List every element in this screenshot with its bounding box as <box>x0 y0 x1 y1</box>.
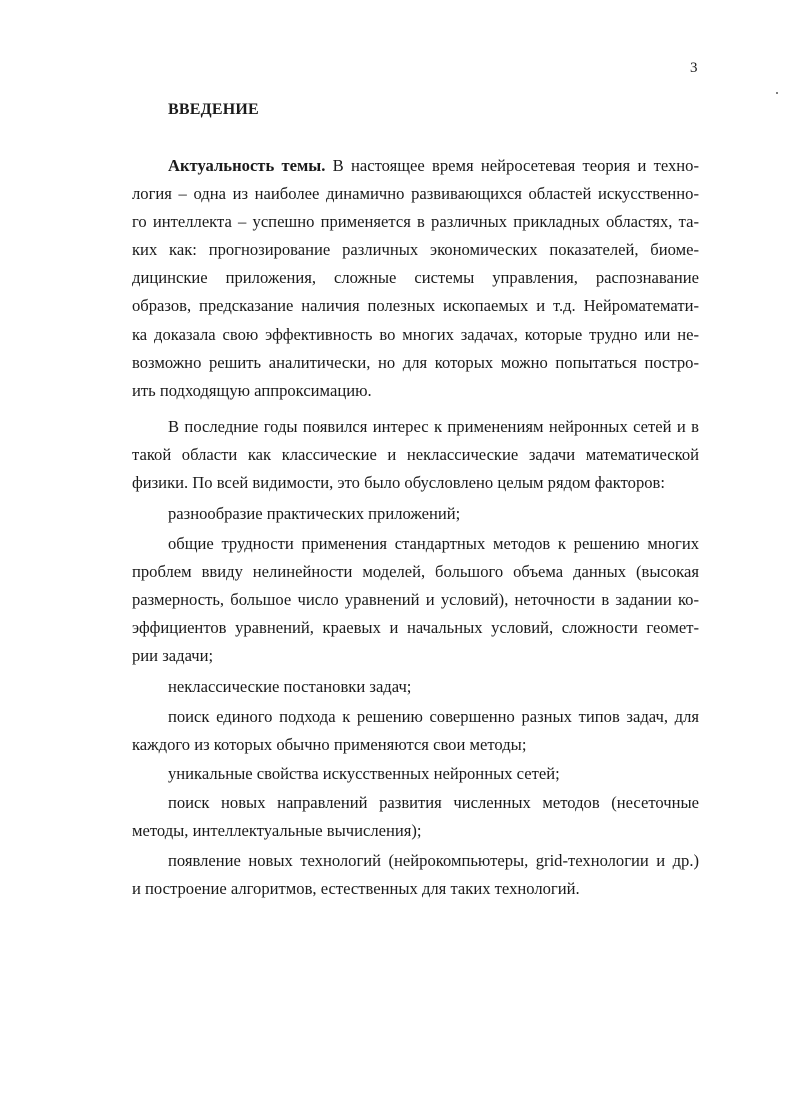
text-line: неклассические постановки задач; <box>168 677 412 696</box>
text-line: разнообразие практических приложений; <box>168 504 461 523</box>
paragraph-factor-1 <box>132 500 699 528</box>
text-line: поиск единого подхода к решению совершенно разных типов задач, для <box>168 707 699 726</box>
scan-speck <box>776 92 778 94</box>
paragraph-interest <box>132 413 699 497</box>
text-line: общие трудности применения стандартных методов к решению многих <box>168 534 699 553</box>
text-line: ить подходящую аппроксимацию. <box>132 380 372 400</box>
text-line: физики. По всей видимости, это было обусловлено целым рядом факторов: <box>132 473 665 493</box>
text-line: размерность, большое число уравнений и условий), неточности в задании ко- <box>132 590 699 610</box>
text-line: ких как: прогнозирование различных экономических показателей, биоме- <box>132 240 699 260</box>
text-line: В последние годы появился интерес к применениям нейронных сетей и в <box>168 417 699 436</box>
text-line: такой области как классические и неклассические задачи математической <box>132 445 699 465</box>
page-number: 3 <box>690 60 698 76</box>
text-line: поиск новых направлений развития численных методов (несеточные <box>168 793 699 812</box>
paragraph-factor-7 <box>132 847 699 903</box>
paragraph-factor-2 <box>132 530 699 670</box>
text-line: го интеллекта – успешно применяется в различных прикладных областях, та- <box>132 212 699 232</box>
paragraph-relevance <box>132 152 699 405</box>
paragraph-factor-5 <box>132 760 699 788</box>
section-heading: ВВЕДЕНИЕ <box>168 101 259 118</box>
bold-lead: Актуальность темы. <box>168 156 326 175</box>
text-line: рии задачи; <box>132 646 214 666</box>
text-line: эффициентов уравнений, краевых и начальных условий, сложности геомет- <box>132 618 699 638</box>
text-line: проблем ввиду нелинейности моделей, большого объема данных (высокая <box>132 562 699 582</box>
text-line: образов, предсказание наличия полезных ископаемых и т.д. Нейроматемати- <box>132 296 699 316</box>
text-line: появление новых технологий (нейрокомпьютеры, grid-технологии и др.) <box>168 851 699 870</box>
text-line: уникальные свойства искусственных нейронных сетей; <box>168 764 560 783</box>
paragraph-factor-6 <box>132 789 699 845</box>
text-line: ка доказала свою эффективность во многих задачах, которые трудно или не- <box>132 324 699 344</box>
text-line: каждого из которых обычно применяются свои методы; <box>132 735 527 755</box>
text-line: и построение алгоритмов, естественных для таких технологий. <box>132 879 580 899</box>
paragraph-factor-3 <box>132 673 699 701</box>
text-line: Актуальность темы. В настоящее время нейросетевая теория и техно- <box>168 156 699 175</box>
text-line: методы, интеллектуальные вычисления); <box>132 821 422 841</box>
text-line: дицинские приложения, сложные системы управления, распознавание <box>132 268 699 288</box>
text-line: возможно решить аналитически, но для которых можно попытаться постро- <box>132 352 699 372</box>
text-line: логия – одна из наиболее динамично развивающихся областей искусственно- <box>132 184 699 204</box>
paragraph-factor-4 <box>132 703 699 759</box>
